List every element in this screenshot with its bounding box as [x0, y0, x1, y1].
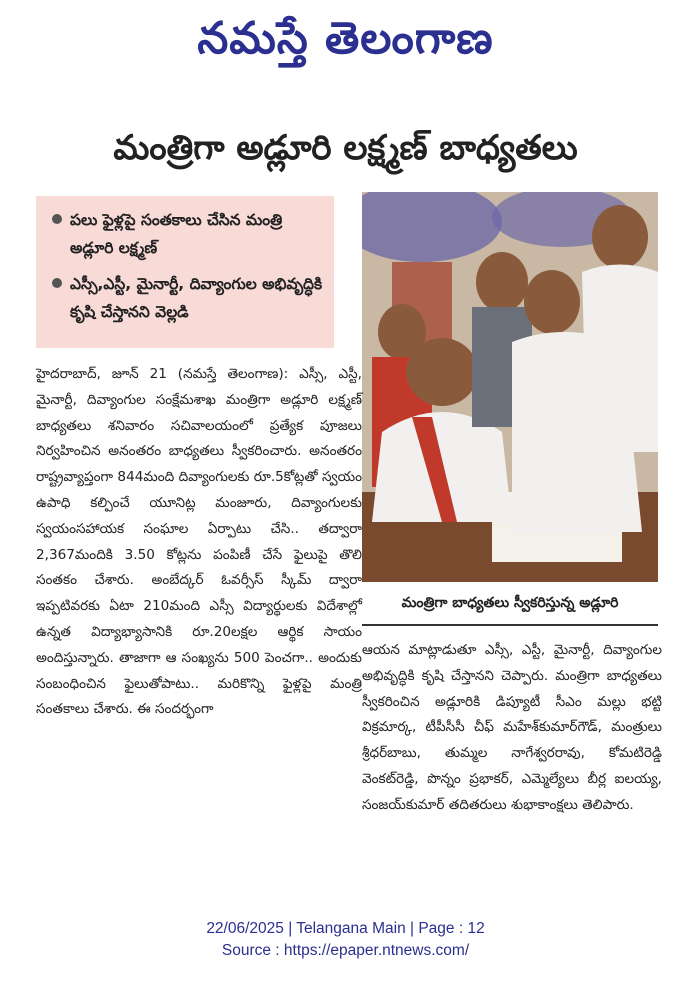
highlight-text: ఎస్సీ,ఎస్టీ, మైనార్టీ, దివ్యాంగుల అభివృద్ధికి కృషి చేస్తానని వెల్లడి — [70, 275, 323, 321]
masthead — [0, 8, 691, 70]
caption-text: మంత్రిగా బాధ్యతలు స్వీకరిస్తున్న అడ్లూరి — [401, 594, 619, 611]
article-text-left: హైదరాబాద్, జూన్ 21 (నమస్తే తెలంగాణ): ఎస్సీ, ఎస్టీ, మైనార్టీ, దివ్యాంగుల సంక్షేమశాఖ మంత్రిగా అడ్లూరి లక్ష్మణ్ బాధ్యతలు శనివారం సచివాలయంలో ప్రత్యేక పూజలు నిర్వహించిన అనంతరం బాధ్యతలు స్వీకరించారు. అనంతరం రాష్ట్రవ్యాప్తంగా 844మంది దివ్యాంగులకు రూ.5కోట్లతో స్వయం ఉపాధి కల్పించే యూనిట్ల మంజూరు, దివ్యాంగులకు స్వయంసహాయక సంఘాల ఏర్పాటు చేసి.. తద్వారా 2,367మందికి 3.50 కోట్లను పంపిణీ చేసే ఫైలుపై తొలి సంతకం చేశారు. అంబేద్కర్ ఓవర్సీస్ స్కీమ్ ద్వారా ఇప్పటివరకు ఏటా 210మంది ఎస్సీ విద్యార్థులకు విదేశాల్లో ఉన్నత విద్యాభ్యాసానికి రూ.20లక్షల ఆర్థిక సాయం అందిస్తున్నారు. తాజాగా ఆ సంఖ్యను 500 పెంచగా.. అందుకు సంబంధించిన ఫైలుతోపాటు.. మరికొన్ని ఫైళ్లపై మంత్రి సంతకాలు చేశారు. ఈ సందర్భంగా — [36, 366, 362, 718]
footer — [0, 918, 691, 962]
headline — [20, 118, 671, 178]
photo-leader-face — [592, 205, 648, 269]
photo-minister-face — [406, 338, 478, 406]
article-photo — [362, 192, 658, 582]
footer-source-line: Source : https://epaper.ntnews.com/ — [221, 942, 470, 959]
article-text-right: ఆయన మాట్లాడుతూ ఎస్సీ, ఎస్టీ, మైనార్టీ, దివ్యాంగుల అభివృద్ధికి కృషి చేస్తానని చెప్పారు. మంత్రిగా బాధ్యతలు స్వీకరించిన అడ్లూరికి డిప్యూటీ సీఎం మల్లు భట్టి విక్రమార్క, టీపీసీసీ చీఫ్ మహేశ్‌కుమార్‌గౌడ్, మంత్రులు శ్రీధర్‌బాబు, తుమ్మల నాగేశ్వరరావు, కోమటిరెడ్డి వెంకట్‌రెడ్డి, పొన్నం ప్రభాకర్, ఎమ్మెల్యేలు బీర్ల ఐలయ్య, సంజయ్‌కుమార్ తదితరులు శుభాకాంక్షలు తెలిపారు. — [362, 642, 662, 813]
headline-text: మంత్రిగా అడ్లూరి లక్ష్మణ్ బాధ్యతలు — [113, 128, 578, 168]
footer-date-line: 22/06/2025 | Telangana Main | Page : 12 — [206, 920, 485, 937]
bullet-icon — [52, 214, 62, 224]
article-column-right — [362, 638, 662, 886]
photo-illustration — [362, 192, 658, 582]
bullet-icon — [52, 278, 62, 288]
article-column-left — [36, 362, 362, 890]
photo-leader-shirt — [582, 265, 658, 453]
highlight-item — [52, 206, 324, 262]
photo-official-face — [476, 252, 528, 312]
highlight-item — [52, 270, 324, 326]
masthead-title: నమస్తే తెలంగాణ — [197, 13, 494, 64]
highlight-text: పలు ఫైళ్లపై సంతకాలు చేసిన మంత్రి అడ్లూరి లక్ష్మణ్ — [70, 211, 283, 257]
highlights-box — [36, 196, 334, 348]
photo-man-face — [524, 270, 580, 334]
photo-caption — [362, 584, 658, 626]
